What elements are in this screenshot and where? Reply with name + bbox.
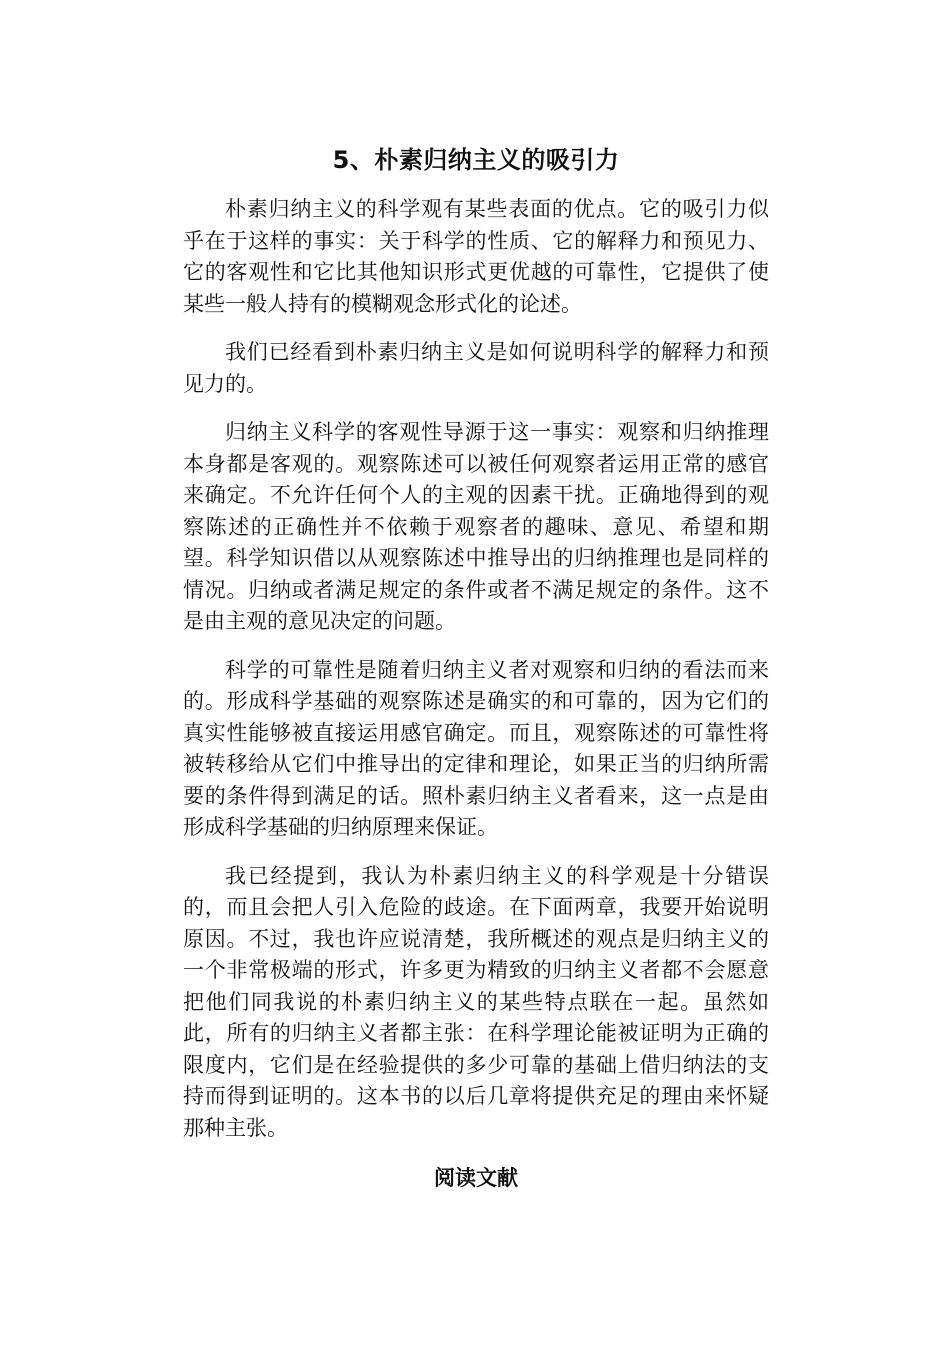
- section-title: 5、朴素归纳主义的吸引力: [332, 146, 620, 174]
- paragraph-1: 朴素归纳主义的科学观有某些表面的优点。它的吸引力似乎在于这样的事实：关于科学的性质、它的解释力和预见力、它的客观性和它比其他知识形式更优越的可靠性，它提供了使某些一般人持有的模糊观念形式化的论述。: [183, 197, 769, 316]
- paragraph-5: 我已经提到，我认为朴素归纳主义的科学观是十分错误的，而且会把人引入危险的歧途。在下面两章，我要开始说明原因。不过，我也许应说清楚，我所概述的观点是归纳主义的一个非常极端的形式，许多更为精致的归纳主义者都不会愿意把他们同我说的朴素归纳主义的某些特点联在一起。虽然如此，所有的归纳主义者都主张：在科学理论能被证明为正确的限度内，它们是在经验提供的多少可靠的基础上借归纳法的支持而得到证明的。这本书的以后几章将提供充足的理由来怀疑那种主张。: [183, 863, 769, 1140]
- paragraph-3: 归纳主义科学的客观性导源于这一事实：观察和归纳推理本身都是客观的。观察陈述可以被任何观察者运用正常的感官来确定。不允许任何个人的主观的因素干扰。正确地得到的观察陈述的正确性并不依赖于观察者的趣味、意见、希望和期望。科学知识借以从观察陈述中推导出的归纳推理也是同样的情况。归纳或者满足规定的条件或者不满足规定的条件。这不是由主观的意见决定的问题。: [183, 420, 769, 633]
- page-content: [183, 140, 769, 1195]
- paragraph-2: 我们已经看到朴素归纳主义是如何说明科学的解释力和预见力的。: [183, 340, 769, 396]
- reading-list-heading: 阅读文献: [434, 1166, 518, 1190]
- paragraph-4: 科学的可靠性是随着归纳主义者对观察和归纳的看法而来的。形成科学基础的观察陈述是确实的和可靠的，因为它们的真实性能够被直接运用感官确定。而且，观察陈述的可靠性将被转移给从它们中推导出的定律和理论，如果正当的归纳所需要的条件得到满足的话。照朴素归纳主义者看来，这一点是由形成科学基础的归纳原理来保证。: [183, 657, 769, 839]
